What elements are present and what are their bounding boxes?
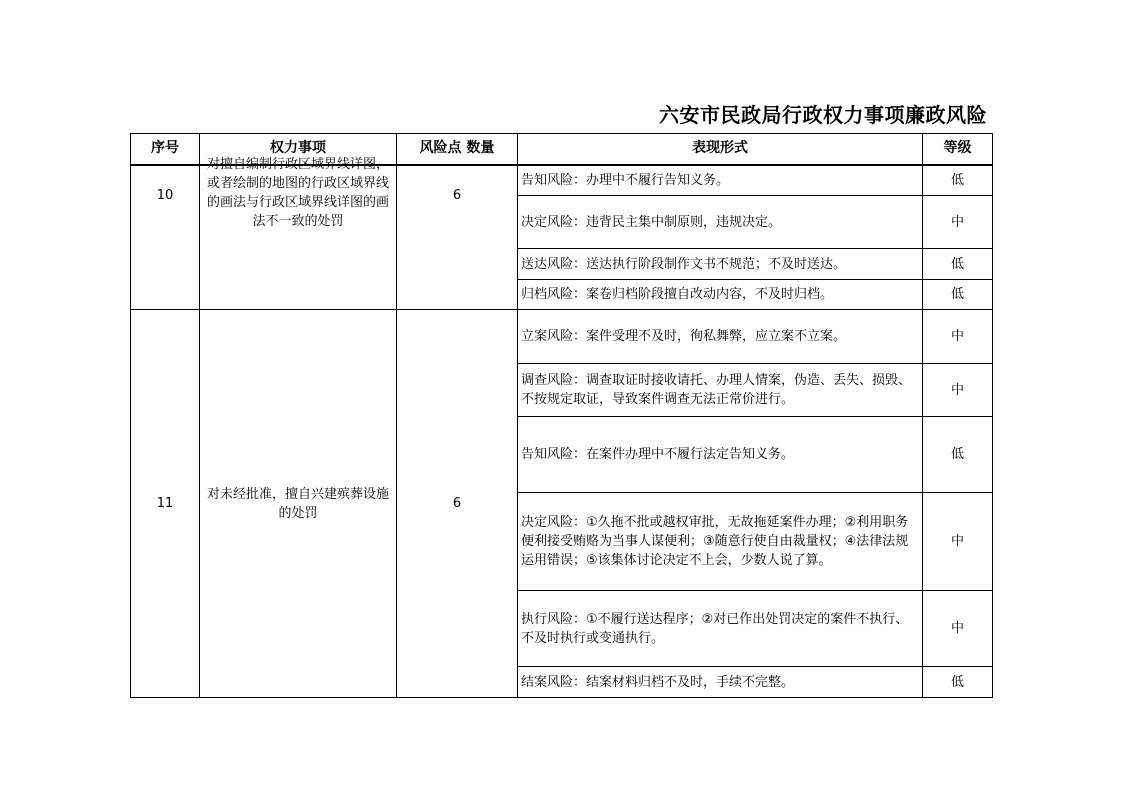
seq-cell: 11 bbox=[131, 310, 200, 698]
risk-table bbox=[130, 133, 993, 698]
form-cell: 结案风险：结案材料归档不及时，手续不完整。 bbox=[518, 667, 923, 698]
header-form: 表现形式 bbox=[518, 134, 923, 165]
seq-cell bbox=[131, 165, 200, 310]
level-cell: 低 bbox=[923, 417, 993, 493]
form-cell: 送达风险：送达执行阶段制作文书不规范；不及时送达。 bbox=[518, 249, 923, 280]
level-cell: 低 bbox=[923, 165, 993, 196]
form-cell: 归档风险：案卷归档阶段擅自改动内容，不及时归档。 bbox=[518, 280, 923, 310]
header-item: 权力事项 bbox=[200, 134, 397, 165]
page-title: 六安市民政局行政权力事项廉政风险 bbox=[659, 103, 987, 127]
header-risk-count: 风险点 数量 bbox=[397, 134, 518, 165]
form-cell: 告知风险：在案件办理中不履行法定告知义务。 bbox=[518, 417, 923, 493]
level-cell: 低 bbox=[923, 249, 993, 280]
header-seq: 序号 bbox=[131, 134, 200, 165]
form-cell: 调查风险：调查取证时接收请托、办理人情案，伪造、丢失、损毁、不按规定取证，导致案件调查无法正常价进行。 bbox=[518, 364, 923, 417]
form-cell: 决定风险：违背民主集中制原则，违规决定。 bbox=[518, 196, 923, 249]
level-cell: 中 bbox=[923, 364, 993, 417]
form-cell: 告知风险：办理中不履行告知义务。 bbox=[518, 165, 923, 196]
count-cell bbox=[397, 165, 518, 310]
item-cell bbox=[200, 156, 397, 310]
count-cell: 6 bbox=[397, 310, 518, 698]
item-text: 对擅自编制行政区域界线详图，或者绘制的地图的行政区域界线的画法与行政区域界线详图的画法不一致的处罚 bbox=[206, 156, 389, 229]
level-cell: 中 bbox=[923, 196, 993, 249]
table-row bbox=[131, 165, 993, 196]
level-cell: 中 bbox=[923, 310, 993, 364]
level-cell: 中 bbox=[923, 591, 993, 667]
form-cell: 决定风险：①久拖不批或越权审批，无故拖延案件办理；②利用职务便利接受贿赂为当事人谋便利；③随意行使自由裁量权；④法律法规运用错误；⑤该集体讨论决定不上会，少数人说了算。 bbox=[518, 493, 923, 591]
level-cell: 中 bbox=[923, 493, 993, 591]
count-value: 6 bbox=[452, 187, 462, 203]
level-cell: 低 bbox=[923, 280, 993, 310]
item-cell: 对未经批准，擅自兴建殡葬设施的处罚 bbox=[200, 310, 397, 698]
table-row bbox=[131, 310, 993, 364]
header-level: 等级 bbox=[923, 134, 993, 165]
seq-value: 10 bbox=[156, 187, 174, 203]
level-cell: 低 bbox=[923, 667, 993, 698]
form-cell: 执行风险：①不履行送达程序；②对已作出处罚决定的案件不执行、不及时执行或变通执行。 bbox=[518, 591, 923, 667]
form-cell: 立案风险：案件受理不及时，徇私舞弊，应立案不立案。 bbox=[518, 310, 923, 364]
